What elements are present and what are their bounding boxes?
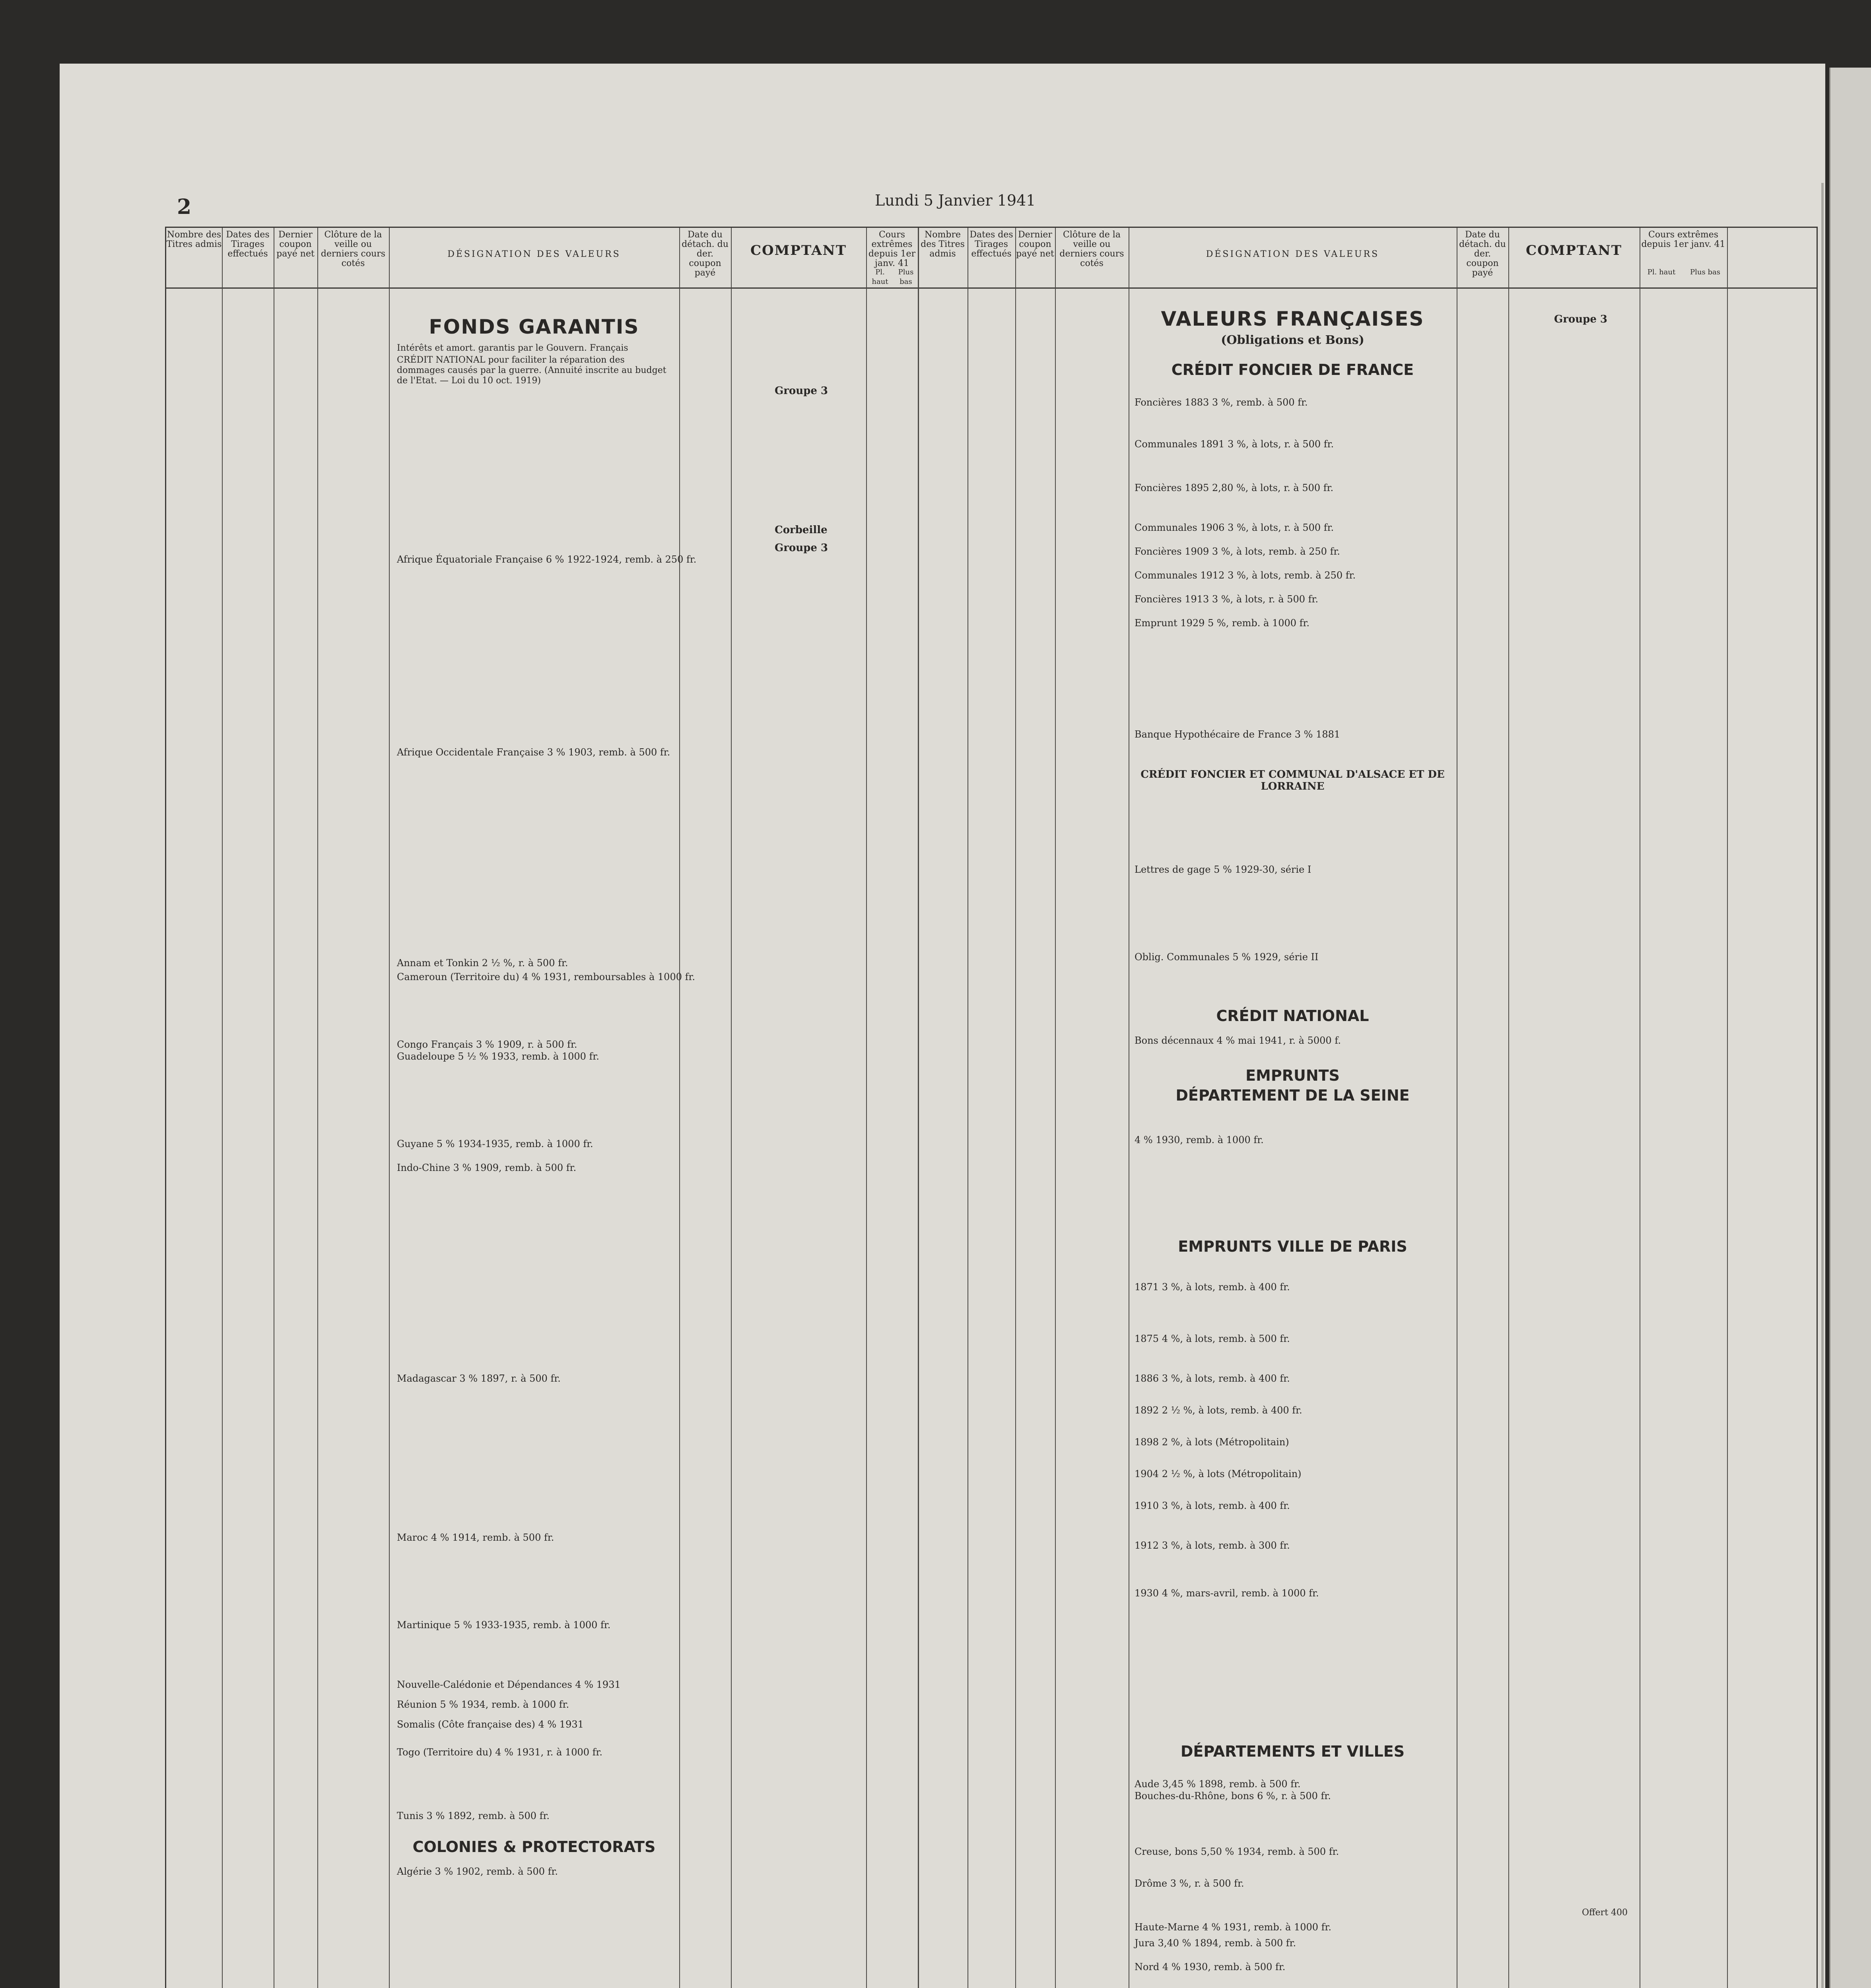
valeur-entry: Afrique Occidentale Française 3 % 1903, remb. à 500 fr. [397, 747, 670, 758]
valeur-entry: Maroc 4 % 1914, remb. à 500 fr. [397, 1532, 554, 1543]
col-divider [1508, 228, 1509, 1988]
col-divider [1055, 228, 1056, 1988]
valeur-entry: Nord 4 % 1930, remb. à 500 fr. [1135, 1961, 1286, 1972]
offert-note: Offert 400 [1582, 1908, 1628, 1918]
header-plus-bas: Plus bas [1690, 268, 1720, 276]
col-divider [679, 228, 680, 1988]
header-designation: DÉSIGNATION DES VALEURS [1206, 249, 1379, 259]
valeur-entry: Guadeloupe 5 ½ % 1933, remb. à 1000 fr. [397, 1051, 599, 1062]
valeur-entry: Aude 3,45 % 1898, remb. à 500 fr. [1135, 1778, 1301, 1790]
header-designation: DÉSIGNATION DES VALEURS [447, 249, 621, 259]
col-divider [1727, 228, 1728, 1988]
valeur-entry: Indo-Chine 3 % 1909, remb. à 500 fr. [397, 1162, 577, 1173]
header-nombre: Nombre des Titres admis [921, 230, 965, 259]
group-label: Groupe 3 [775, 542, 828, 554]
valeur-entry: Algérie 3 % 1902, remb. à 500 fr. [397, 1866, 558, 1877]
valeur-entry: 1892 2 ½ %, à lots, remb. à 400 fr. [1135, 1405, 1302, 1416]
header-pl-haut: Pl. haut [872, 268, 888, 286]
section-fonds-garantis: FONDS GARANTIS [429, 315, 639, 338]
valeur-entry: Communales 1891 3 %, à lots, r. à 500 fr. [1135, 439, 1334, 450]
valeur-entry: Jura 3,40 % 1894, remb. à 500 fr. [1135, 1938, 1296, 1949]
section-credit-national: CRÉDIT NATIONAL [1216, 1007, 1369, 1025]
valeur-entry: Somalis (Côte française des) 4 % 1931 [397, 1719, 584, 1730]
header-date-detach: Date du détach. du der. coupon payé [1459, 230, 1506, 278]
header-cloture: Clôture de la veille ou derniers cours cotés [321, 230, 386, 268]
valeur-entry: Haute-Marne 4 % 1931, remb. à 1000 fr. [1135, 1922, 1332, 1933]
header-nombre: Nombre des Titres admis [166, 230, 222, 249]
header-cours-extremes: Cours extrêmes depuis 1er janv. 41 [868, 230, 916, 268]
section-emprunts-paris: EMPRUNTS VILLE DE PARIS [1178, 1238, 1407, 1255]
section-valeurs-francaises: VALEURS FRANÇAISES [1161, 307, 1424, 330]
col-divider [317, 228, 318, 1988]
valeur-entry: 1886 3 %, à lots, remb. à 400 fr. [1135, 1373, 1290, 1384]
quotation-table [165, 227, 1818, 1988]
header-dernier-coupon: Dernier coupon payé net [1016, 230, 1054, 259]
valeur-entry: 1875 4 %, à lots, remb. à 500 fr. [1135, 1333, 1290, 1344]
section-credit-foncier: CRÉDIT FONCIER DE FRANCE [1171, 361, 1414, 379]
valeur-entry: Afrique Équatoriale Française 6 % 1922-1924, remb. à 250 fr. [397, 554, 697, 565]
col-divider [222, 228, 223, 1988]
header-comptant: COMPTANT [750, 243, 847, 258]
col-divider [1015, 228, 1016, 1988]
valeur-entry: Guyane 5 % 1934-1935, remb. à 1000 fr. [397, 1138, 593, 1149]
group-label: Corbeille [775, 524, 828, 536]
valeur-entry: Creuse, bons 5,50 % 1934, remb. à 500 fr. [1135, 1846, 1339, 1857]
col-divider [866, 228, 867, 1988]
valeur-entry: Bouches-du-Rhône, bons 6 %, r. à 500 fr. [1135, 1790, 1331, 1802]
header-pl-haut: Pl. haut [1647, 268, 1676, 276]
valeur-entry: 4 % 1930, remb. à 1000 fr. [1135, 1134, 1264, 1145]
valeur-entry: Oblig. Communales 5 % 1929, série II [1135, 951, 1319, 963]
section-departement-seine: DÉPARTEMENT DE LA SEINE [1175, 1087, 1410, 1104]
valeur-entry: Madagascar 3 % 1897, r. à 500 fr. [397, 1373, 561, 1384]
valeur-entry: 1898 2 %, à lots (Métropolitain) [1135, 1437, 1289, 1448]
header-dernier-coupon: Dernier coupon payé net [276, 230, 315, 259]
valeur-entry: Tunis 3 % 1892, remb. à 500 fr. [397, 1810, 550, 1821]
page-fold [1821, 183, 1824, 1988]
header-cours-extremes: Cours extrêmes depuis 1er janv. 41 [1641, 230, 1725, 249]
valeur-entry: Congo Français 3 % 1909, r. à 500 fr. [397, 1039, 577, 1050]
valeur-entry: Emprunt 1929 5 %, remb. à 1000 fr. [1135, 617, 1310, 629]
valeur-entry: Nouvelle-Calédonie et Dépendances 4 % 1931 [397, 1679, 621, 1690]
col-divider [918, 228, 919, 1988]
valeur-entry: Martinique 5 % 1933-1935, remb. à 1000 fr. [397, 1619, 611, 1631]
col-divider [731, 228, 732, 1988]
valeur-entry: Togo (Territoire du) 4 % 1931, r. à 1000 fr. [397, 1747, 603, 1758]
group-label: Groupe 3 [1554, 313, 1608, 325]
header-plus-bas: Plus bas [898, 268, 914, 286]
next-page-edge [1829, 68, 1871, 1988]
col-divider [389, 228, 390, 1988]
valeur-entry: Communales 1912 3 %, à lots, remb. à 250 fr. [1135, 570, 1356, 581]
valeur-entry: Foncières 1883 3 %, remb. à 500 fr. [1135, 397, 1308, 408]
valeurs-francaises-subtitle: (Obligations et Bons) [1221, 333, 1364, 347]
header-comptant: COMPTANT [1525, 243, 1622, 258]
section-credit-foncier-alsace: CRÉDIT FONCIER ET COMMUNAL D'ALSACE ET DE LORRAINE [1140, 769, 1445, 792]
credit-national-note: CRÉDIT NATIONAL pour faciliter la réparation des dommages causés par la guerre. (Annuité inscrite au budget de l'Etat. — Loi du 10 oct. 1919) [397, 355, 666, 386]
page-date: Lundi 5 Janvier 1941 [875, 192, 1036, 209]
header-cloture: Clôture de la veille ou derniers cours cotés [1059, 230, 1124, 268]
section-colonies: COLONIES & PROTECTORATS [412, 1838, 656, 1856]
page-number: 2 [177, 195, 192, 219]
header-dates-tirages: Dates des Tirages effectués [226, 230, 270, 259]
valeur-entry: Bons décennaux 4 % mai 1941, r. à 5000 f. [1135, 1035, 1341, 1046]
valeur-entry: Foncières 1895 2,80 %, à lots, r. à 500 fr. [1135, 482, 1334, 493]
section-departements-villes: DÉPARTEMENTS ET VILLES [1180, 1743, 1405, 1760]
valeur-entry: Foncières 1909 3 %, à lots, remb. à 250 fr. [1135, 546, 1340, 557]
valeur-entry: 1930 4 %, mars-avril, remb. à 1000 fr. [1135, 1588, 1319, 1599]
valeur-entry: 1871 3 %, à lots, remb. à 400 fr. [1135, 1281, 1290, 1293]
valeur-entry: Drôme 3 %, r. à 500 fr. [1135, 1878, 1244, 1889]
valeur-entry: Réunion 5 % 1934, remb. à 1000 fr. [397, 1699, 569, 1710]
header-dates-tirages: Dates des Tirages effectués [970, 230, 1013, 259]
valeur-entry: Annam et Tonkin 2 ½ %, r. à 500 fr. [397, 957, 568, 969]
header-date-detach: Date du détach. du der. coupon payé [682, 230, 729, 278]
valeur-entry: Cameroun (Territoire du) 4 % 1931, remboursables à 1000 fr. [397, 971, 695, 982]
valeur-entry: Banque Hypothécaire de France 3 % 1881 [1135, 729, 1341, 740]
section-emprunts: EMPRUNTS [1245, 1067, 1340, 1084]
valeur-entry: 1910 3 %, à lots, remb. à 400 fr. [1135, 1500, 1290, 1511]
valeur-entry: Lettres de gage 5 % 1929-30, série I [1135, 864, 1311, 875]
valeur-entry: 1904 2 ½ %, à lots (Métropolitain) [1135, 1468, 1302, 1479]
valeur-entry: 1912 3 %, à lots, remb. à 300 fr. [1135, 1540, 1290, 1551]
valeur-entry: Foncières 1913 3 %, à lots, r. à 500 fr. [1135, 594, 1318, 605]
fonds-garantis-subtitle: Intérêts et amort. garantis par le Gouvern. Français [397, 343, 628, 353]
group-label: Groupe 3 [775, 385, 828, 397]
valeur-entry: Communales 1906 3 %, à lots, r. à 500 fr. [1135, 522, 1334, 533]
